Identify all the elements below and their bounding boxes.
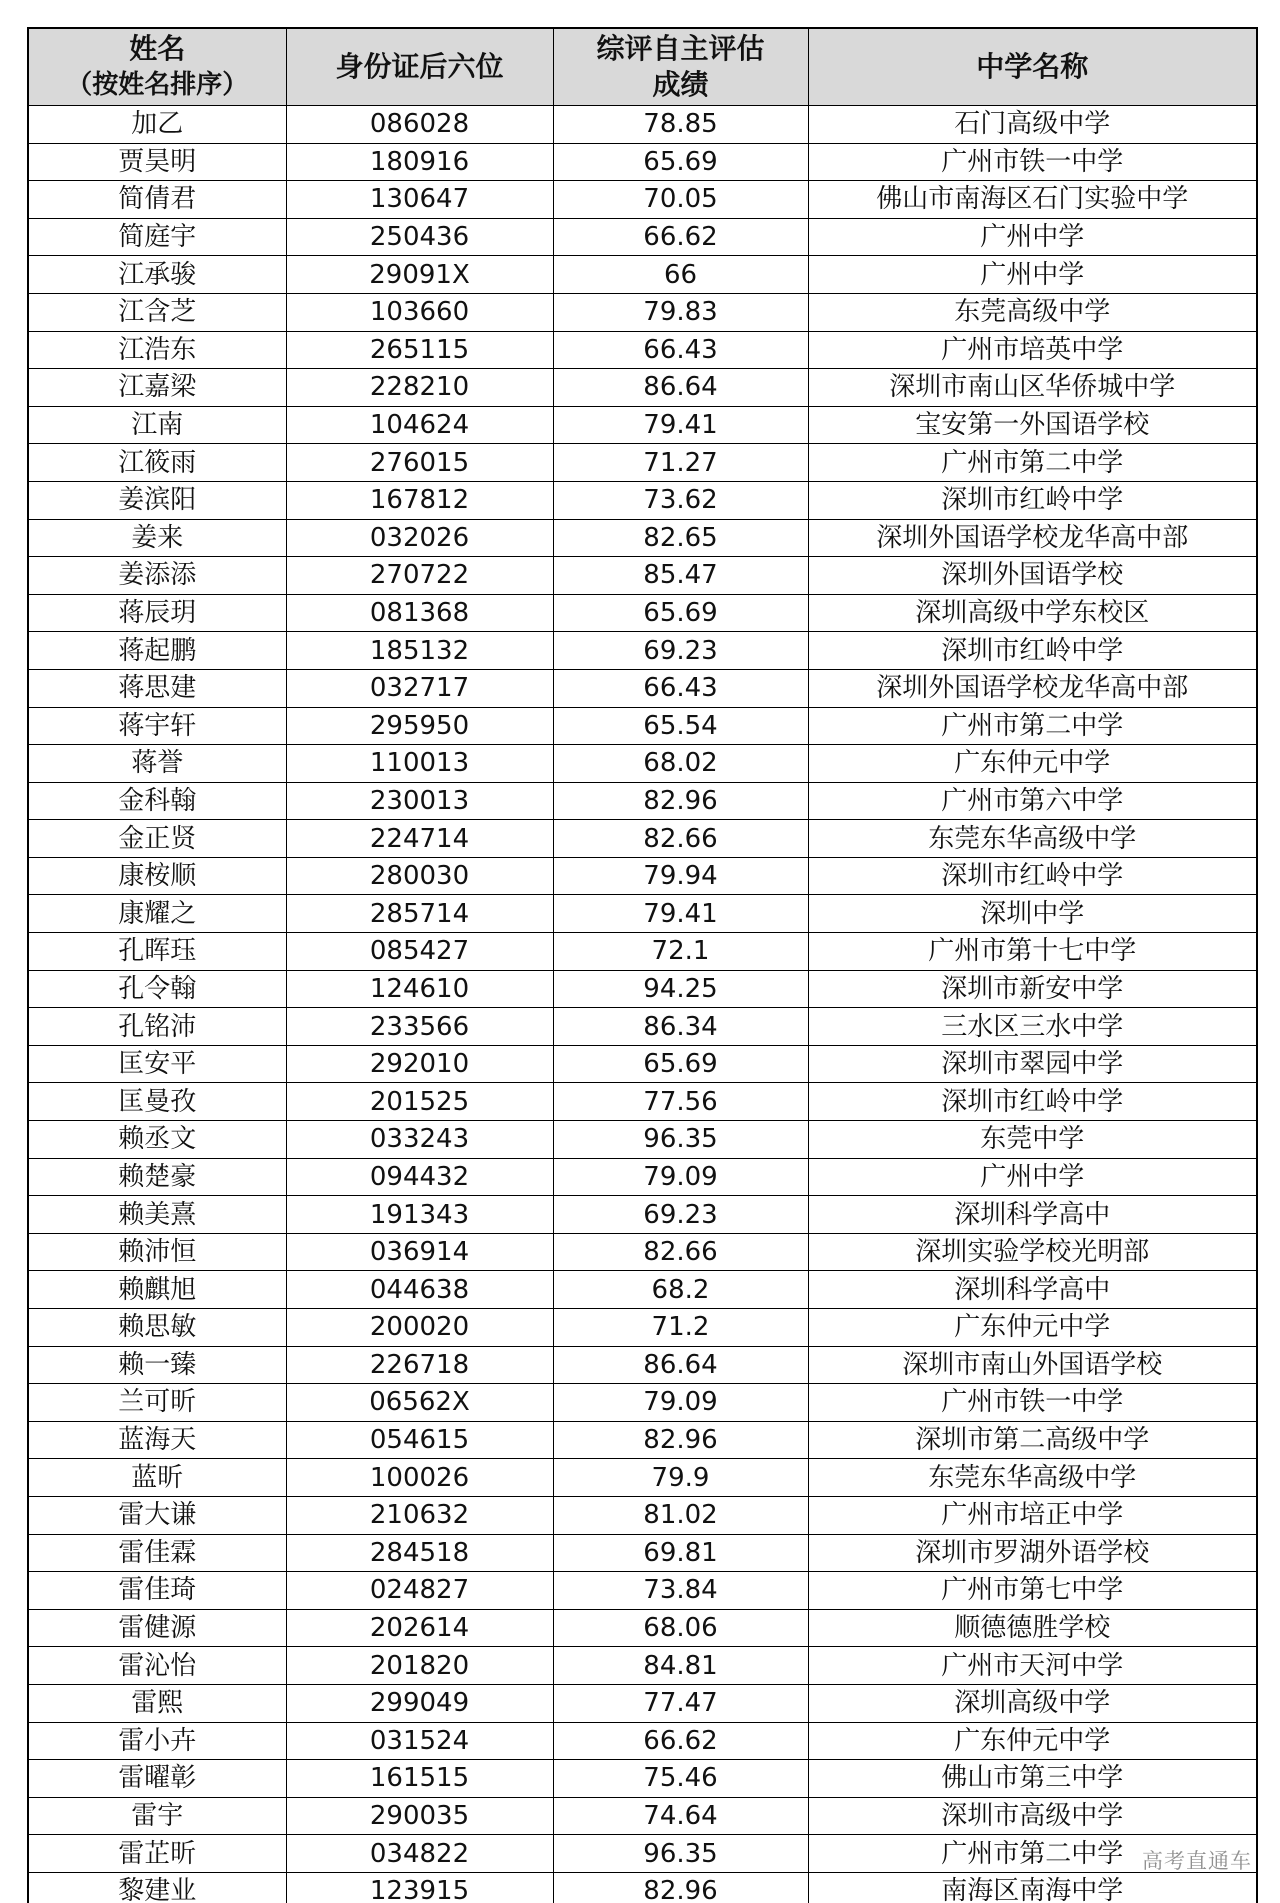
table-row	[28, 1384, 1257, 1422]
cell-id-suffix: 130647	[286, 181, 553, 219]
table-row	[28, 1158, 1257, 1196]
cell-name: 赖美熹	[28, 1196, 286, 1234]
cell-school: 佛山市南海区石门实验中学	[808, 181, 1257, 219]
cell-school: 广州市第二中学	[808, 1835, 1257, 1873]
cell-id-suffix: 054615	[286, 1421, 553, 1459]
cell-score: 72.1	[553, 933, 808, 971]
table-row	[28, 181, 1257, 219]
header-score-line2: 成绩	[652, 68, 709, 101]
cell-score: 85.47	[553, 557, 808, 595]
cell-school: 深圳外国语学校龙华高中部	[808, 669, 1257, 707]
cell-name: 江嘉梁	[28, 369, 286, 407]
cell-id-suffix: 295950	[286, 707, 553, 745]
cell-id-suffix: 032717	[286, 669, 553, 707]
cell-id-suffix: 201820	[286, 1647, 553, 1685]
header-school-label: 中学名称	[976, 50, 1089, 83]
cell-id-suffix: 036914	[286, 1233, 553, 1271]
cell-school: 广州市第七中学	[808, 1572, 1257, 1610]
cell-score: 65.69	[553, 1045, 808, 1083]
cell-name: 江浩东	[28, 331, 286, 369]
cell-score: 82.96	[553, 782, 808, 820]
cell-score: 86.34	[553, 1008, 808, 1046]
cell-name: 姜来	[28, 519, 286, 557]
header-name	[28, 28, 286, 106]
cell-school: 广州中学	[808, 256, 1257, 294]
cell-id-suffix: 290035	[286, 1797, 553, 1835]
cell-name: 蒋辰玥	[28, 594, 286, 632]
cell-id-suffix: 086028	[286, 106, 553, 144]
cell-score: 73.62	[553, 481, 808, 519]
cell-id-suffix: 233566	[286, 1008, 553, 1046]
cell-school: 深圳市红岭中学	[808, 857, 1257, 895]
cell-name: 江筱雨	[28, 444, 286, 482]
table-row	[28, 369, 1257, 407]
cell-score: 79.09	[553, 1384, 808, 1422]
cell-school: 深圳市红岭中学	[808, 632, 1257, 670]
watermark: 高考直通车	[1142, 1849, 1252, 1873]
cell-name: 江承骏	[28, 256, 286, 294]
table-row	[28, 1534, 1257, 1572]
cell-name: 孔铭沛	[28, 1008, 286, 1046]
table-row	[28, 1760, 1257, 1798]
header-score	[553, 28, 808, 106]
cell-name: 江南	[28, 406, 286, 444]
header-school	[808, 28, 1257, 106]
cell-school: 东莞东华高级中学	[808, 1459, 1257, 1497]
score-table	[27, 27, 1258, 1903]
table-row	[28, 1872, 1257, 1903]
cell-school: 广州市铁一中学	[808, 1384, 1257, 1422]
table-row	[28, 218, 1257, 256]
cell-name: 蒋宇轩	[28, 707, 286, 745]
cell-school: 广州中学	[808, 1158, 1257, 1196]
cell-id-suffix: 210632	[286, 1496, 553, 1534]
cell-school: 深圳市新安中学	[808, 970, 1257, 1008]
cell-id-suffix: 200020	[286, 1309, 553, 1347]
cell-id-suffix: 031524	[286, 1722, 553, 1760]
cell-score: 79.09	[553, 1158, 808, 1196]
cell-score: 68.02	[553, 745, 808, 783]
cell-id-suffix: 228210	[286, 369, 553, 407]
cell-name: 赖一臻	[28, 1346, 286, 1384]
table-header	[28, 28, 1257, 106]
table-row	[28, 1008, 1257, 1046]
cell-id-suffix: 024827	[286, 1572, 553, 1610]
cell-name: 金正贤	[28, 820, 286, 858]
cell-id-suffix: 094432	[286, 1158, 553, 1196]
cell-name: 姜滨阳	[28, 481, 286, 519]
cell-name: 赖丞文	[28, 1121, 286, 1159]
table-row	[28, 1459, 1257, 1497]
cell-name: 蒋起鹏	[28, 632, 286, 670]
cell-school: 深圳实验学校光明部	[808, 1233, 1257, 1271]
header-id-label: 身份证后六位	[335, 50, 504, 83]
cell-name: 康耀之	[28, 895, 286, 933]
table-row	[28, 143, 1257, 181]
cell-id-suffix: 185132	[286, 632, 553, 670]
cell-name: 孔令翰	[28, 970, 286, 1008]
cell-score: 82.96	[553, 1421, 808, 1459]
cell-score: 65.69	[553, 594, 808, 632]
cell-id-suffix: 180916	[286, 143, 553, 181]
cell-school: 深圳市红岭中学	[808, 481, 1257, 519]
table-row	[28, 1196, 1257, 1234]
cell-school: 南海区南海中学	[808, 1872, 1257, 1903]
table-row	[28, 519, 1257, 557]
cell-name: 雷佳琦	[28, 1572, 286, 1610]
table-row	[28, 857, 1257, 895]
cell-name: 雷熙	[28, 1684, 286, 1722]
cell-name: 简庭宇	[28, 218, 286, 256]
cell-name: 雷沁怡	[28, 1647, 286, 1685]
table-row	[28, 1835, 1257, 1873]
cell-id-suffix: 191343	[286, 1196, 553, 1234]
cell-id-suffix: 224714	[286, 820, 553, 858]
table-row	[28, 406, 1257, 444]
cell-school: 东莞中学	[808, 1121, 1257, 1159]
cell-school: 广东仲元中学	[808, 745, 1257, 783]
cell-school: 深圳科学高中	[808, 1271, 1257, 1309]
cell-score: 82.65	[553, 519, 808, 557]
cell-id-suffix: 110013	[286, 745, 553, 783]
cell-school: 广州中学	[808, 218, 1257, 256]
cell-name: 匡安平	[28, 1045, 286, 1083]
cell-score: 86.64	[553, 1346, 808, 1384]
cell-name: 贾昊明	[28, 143, 286, 181]
cell-id-suffix: 201525	[286, 1083, 553, 1121]
cell-score: 86.64	[553, 369, 808, 407]
cell-score: 66.43	[553, 331, 808, 369]
table-row	[28, 106, 1257, 144]
cell-id-suffix: 032026	[286, 519, 553, 557]
cell-name: 蒋誉	[28, 745, 286, 783]
cell-id-suffix: 033243	[286, 1121, 553, 1159]
cell-score: 65.69	[553, 143, 808, 181]
cell-school: 三水区三水中学	[808, 1008, 1257, 1046]
table-row	[28, 444, 1257, 482]
cell-school: 顺德德胜学校	[808, 1609, 1257, 1647]
cell-score: 79.94	[553, 857, 808, 895]
table-row	[28, 820, 1257, 858]
cell-school: 深圳市南山外国语学校	[808, 1346, 1257, 1384]
cell-name: 匡曼孜	[28, 1083, 286, 1121]
cell-score: 77.56	[553, 1083, 808, 1121]
table-row	[28, 632, 1257, 670]
table-row	[28, 1647, 1257, 1685]
cell-score: 65.54	[553, 707, 808, 745]
cell-school: 广东仲元中学	[808, 1309, 1257, 1347]
cell-score: 79.41	[553, 406, 808, 444]
cell-school: 广州市培正中学	[808, 1496, 1257, 1534]
cell-school: 东莞高级中学	[808, 293, 1257, 331]
cell-id-suffix: 299049	[286, 1684, 553, 1722]
header-row	[28, 28, 1257, 106]
cell-name: 江含芝	[28, 293, 286, 331]
cell-school: 深圳外国语学校龙华高中部	[808, 519, 1257, 557]
cell-school: 深圳市翠园中学	[808, 1045, 1257, 1083]
cell-school: 广州市第二中学	[808, 707, 1257, 745]
cell-name: 雷芷昕	[28, 1835, 286, 1873]
table-row	[28, 1233, 1257, 1271]
cell-name: 简倩君	[28, 181, 286, 219]
cell-score: 82.66	[553, 1233, 808, 1271]
cell-school: 广州市铁一中学	[808, 143, 1257, 181]
cell-school: 广州市第十七中学	[808, 933, 1257, 971]
table-row	[28, 1083, 1257, 1121]
cell-id-suffix: 250436	[286, 218, 553, 256]
cell-school: 广州市第二中学	[808, 444, 1257, 482]
cell-score: 69.23	[553, 1196, 808, 1234]
cell-name: 孔晖珏	[28, 933, 286, 971]
cell-name: 赖思敏	[28, 1309, 286, 1347]
cell-score: 66	[553, 256, 808, 294]
cell-school: 深圳市第二高级中学	[808, 1421, 1257, 1459]
cell-id-suffix: 085427	[286, 933, 553, 971]
cell-score: 68.2	[553, 1271, 808, 1309]
cell-name: 雷宇	[28, 1797, 286, 1835]
table-row	[28, 1496, 1257, 1534]
cell-id-suffix: 104624	[286, 406, 553, 444]
cell-score: 69.23	[553, 632, 808, 670]
cell-name: 赖麒旭	[28, 1271, 286, 1309]
cell-name: 雷大谦	[28, 1496, 286, 1534]
cell-school: 广东仲元中学	[808, 1722, 1257, 1760]
cell-id-suffix: 034822	[286, 1835, 553, 1873]
cell-id-suffix: 202614	[286, 1609, 553, 1647]
table-row	[28, 1309, 1257, 1347]
table-row	[28, 933, 1257, 971]
cell-score: 81.02	[553, 1496, 808, 1534]
cell-id-suffix: 123915	[286, 1872, 553, 1903]
cell-id-suffix: 284518	[286, 1534, 553, 1572]
header-name-line2: （按姓名排序）	[66, 70, 249, 100]
cell-school: 广州市培英中学	[808, 331, 1257, 369]
cell-id-suffix: 226718	[286, 1346, 553, 1384]
cell-score: 96.35	[553, 1835, 808, 1873]
table-row	[28, 256, 1257, 294]
cell-id-suffix: 167812	[286, 481, 553, 519]
cell-school: 深圳高级中学	[808, 1684, 1257, 1722]
cell-score: 70.05	[553, 181, 808, 219]
cell-id-suffix: 06562X	[286, 1384, 553, 1422]
cell-id-suffix: 265115	[286, 331, 553, 369]
cell-id-suffix: 285714	[286, 895, 553, 933]
cell-score: 71.27	[553, 444, 808, 482]
cell-score: 75.46	[553, 1760, 808, 1798]
table-row	[28, 745, 1257, 783]
cell-id-suffix: 044638	[286, 1271, 553, 1309]
header-name-line1: 姓名	[129, 32, 186, 65]
cell-score: 78.85	[553, 106, 808, 144]
cell-name: 雷佳霖	[28, 1534, 286, 1572]
cell-score: 66.43	[553, 669, 808, 707]
cell-id-suffix: 270722	[286, 557, 553, 595]
cell-id-suffix: 292010	[286, 1045, 553, 1083]
header-score-line1: 综评自主评估	[596, 32, 765, 65]
cell-name: 雷小卉	[28, 1722, 286, 1760]
table-row	[28, 1722, 1257, 1760]
cell-score: 84.81	[553, 1647, 808, 1685]
table-row	[28, 1045, 1257, 1083]
table-row	[28, 1572, 1257, 1610]
cell-school: 东莞东华高级中学	[808, 820, 1257, 858]
cell-name: 蓝昕	[28, 1459, 286, 1497]
cell-name: 加乙	[28, 106, 286, 144]
cell-score: 73.84	[553, 1572, 808, 1610]
cell-score: 79.41	[553, 895, 808, 933]
cell-name: 黎建业	[28, 1872, 286, 1903]
table-row	[28, 782, 1257, 820]
cell-name: 赖楚豪	[28, 1158, 286, 1196]
cell-score: 82.96	[553, 1872, 808, 1903]
cell-id-suffix: 124610	[286, 970, 553, 1008]
cell-id-suffix: 276015	[286, 444, 553, 482]
cell-score: 68.06	[553, 1609, 808, 1647]
table-row	[28, 707, 1257, 745]
cell-name: 蓝海天	[28, 1421, 286, 1459]
table-row	[28, 1421, 1257, 1459]
cell-name: 赖沛恒	[28, 1233, 286, 1271]
cell-id-suffix: 29091X	[286, 256, 553, 294]
cell-school: 深圳中学	[808, 895, 1257, 933]
table-row	[28, 293, 1257, 331]
cell-school: 深圳市罗湖外语学校	[808, 1534, 1257, 1572]
table-row	[28, 895, 1257, 933]
cell-score: 82.66	[553, 820, 808, 858]
cell-name: 蒋思建	[28, 669, 286, 707]
cell-id-suffix: 230013	[286, 782, 553, 820]
table-row	[28, 1346, 1257, 1384]
cell-score: 66.62	[553, 218, 808, 256]
cell-school: 广州市天河中学	[808, 1647, 1257, 1685]
table-row	[28, 557, 1257, 595]
cell-score: 94.25	[553, 970, 808, 1008]
cell-school: 深圳高级中学东校区	[808, 594, 1257, 632]
cell-school: 宝安第一外国语学校	[808, 406, 1257, 444]
cell-school: 广州市第六中学	[808, 782, 1257, 820]
table-row	[28, 1797, 1257, 1835]
cell-score: 66.62	[553, 1722, 808, 1760]
cell-id-suffix: 161515	[286, 1760, 553, 1798]
cell-school: 深圳市高级中学	[808, 1797, 1257, 1835]
table-row	[28, 1609, 1257, 1647]
table-row	[28, 970, 1257, 1008]
cell-name: 兰可昕	[28, 1384, 286, 1422]
cell-id-suffix: 081368	[286, 594, 553, 632]
cell-school: 深圳外国语学校	[808, 557, 1257, 595]
cell-id-suffix: 103660	[286, 293, 553, 331]
cell-score: 74.64	[553, 1797, 808, 1835]
cell-id-suffix: 280030	[286, 857, 553, 895]
cell-name: 康桉顺	[28, 857, 286, 895]
cell-name: 雷健源	[28, 1609, 286, 1647]
cell-score: 79.9	[553, 1459, 808, 1497]
cell-score: 79.83	[553, 293, 808, 331]
cell-school: 深圳市南山区华侨城中学	[808, 369, 1257, 407]
cell-id-suffix: 100026	[286, 1459, 553, 1497]
cell-score: 71.2	[553, 1309, 808, 1347]
table-row	[28, 594, 1257, 632]
cell-score: 96.35	[553, 1121, 808, 1159]
table-row	[28, 1684, 1257, 1722]
cell-name: 姜添添	[28, 557, 286, 595]
cell-school: 深圳科学高中	[808, 1196, 1257, 1234]
cell-score: 77.47	[553, 1684, 808, 1722]
cell-school: 佛山市第三中学	[808, 1760, 1257, 1798]
table-body	[28, 106, 1257, 1903]
table-row	[28, 669, 1257, 707]
cell-name: 雷曜彰	[28, 1760, 286, 1798]
header-id-suffix	[286, 28, 553, 106]
table-row	[28, 1271, 1257, 1309]
table-row	[28, 331, 1257, 369]
table-row	[28, 481, 1257, 519]
cell-score: 69.81	[553, 1534, 808, 1572]
cell-school: 石门高级中学	[808, 106, 1257, 144]
cell-school: 深圳市红岭中学	[808, 1083, 1257, 1121]
table-row	[28, 1121, 1257, 1159]
cell-name: 金科翰	[28, 782, 286, 820]
